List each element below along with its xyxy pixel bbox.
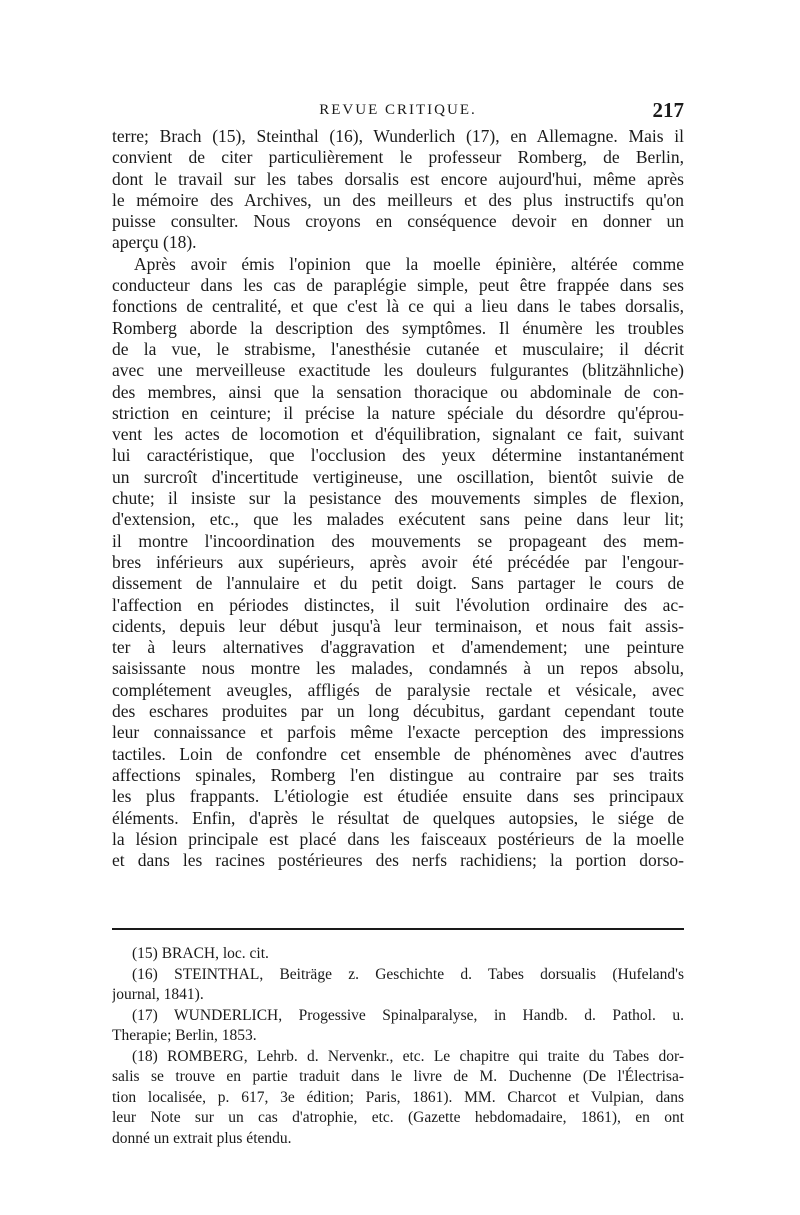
body-line: des membres, ainsi que la sensation thoracique ou abdominale de con- xyxy=(112,381,684,402)
body-line: aperçu (18). xyxy=(112,232,197,253)
body-line: tactiles. Loin de confondre cet ensemble de phénomènes avec d'autres xyxy=(112,743,684,764)
body-line: et dans les racines postérieures des nerfs rachidiens; la portion dorso- xyxy=(112,850,684,871)
body-line: les plus frappants. L'étiologie est étudiée ensuite dans ses principaux xyxy=(112,786,684,807)
body-line: leur connaissance et parfois même l'exacte perception des impressions xyxy=(112,722,684,743)
footnote-line: tion localisée, p. 617, 3e édition; Paris, 1861). MM. Charcot et Vulpian, dans xyxy=(112,1088,684,1106)
body-line: lui caractéristique, que l'occlusion des yeux détermine instantanément xyxy=(112,445,684,466)
body-line: ter à leurs alternatives d'aggravation et d'amendement; une peinture xyxy=(112,637,684,658)
footnote-line: (16) STEINTHAL, Beiträge z. Geschichte d. Tabes dorsualis (Hufeland's xyxy=(132,965,684,983)
body-line: chute; il insiste sur la pesistance des mouvements simples de flexion, xyxy=(112,488,684,509)
body-line: de la vue, le strabisme, l'anesthésie cutanée et musculaire; il décrit xyxy=(112,338,684,359)
body-line: puisse consulter. Nous croyons en conséquence devoir en donner un xyxy=(112,211,684,232)
body-line: d'extension, etc., que les malades exécutent sans peine dans leur lit; xyxy=(112,509,684,530)
page-number: 217 xyxy=(652,98,684,122)
footnote-line: (18) ROMBERG, Lehrb. d. Nervenkr., etc. Le chapitre qui traite du Tabes dor- xyxy=(132,1047,684,1065)
body-line: un surcroît d'incertitude vertigineuse, une oscillation, bientôt suivie de xyxy=(112,466,684,487)
body-line: Après avoir émis l'opinion que la moelle épinière, altérée comme xyxy=(134,253,684,274)
footnote-line: journal, 1841). xyxy=(112,986,204,1003)
footnotes xyxy=(112,944,684,1149)
body-line: avec une merveilleuse exactitude les douleurs fulgurantes (blitzähnliche) xyxy=(112,360,684,381)
body-line: fonctions de centralité, et que c'est là ce qui a lieu dans le tabes dorsalis, xyxy=(112,296,684,317)
body-line: il montre l'incoordination des mouvements se propageant des mem- xyxy=(112,530,684,551)
footnote-line: (17) WUNDERLICH, Progessive Spinalparalyse, in Handb. d. Pathol. u. xyxy=(132,1006,684,1024)
body-text xyxy=(112,126,684,871)
body-line: convient de citer particulièrement le professeur Romberg, de Berlin, xyxy=(112,147,684,168)
page-header xyxy=(112,100,684,124)
body-line: complétement aveugles, affligés de paralysie rectale et vésicale, avec xyxy=(112,679,684,700)
footnote-line: (15) BRACH, loc. cit. xyxy=(132,945,269,962)
running-title: REVUE CRITIQUE. xyxy=(319,102,477,118)
body-line: saisissante nous montre les malades, condamnés à un repos absolu, xyxy=(112,658,684,679)
body-line: striction en ceinture; il précise la nature spéciale du désordre qu'éprou- xyxy=(112,402,684,423)
body-line: la lésion principale est placé dans les faisceaux postérieurs de la moelle xyxy=(112,828,684,849)
body-line: bres inférieurs aux supérieurs, après avoir été précédée par l'engour- xyxy=(112,551,684,572)
body-line: Romberg aborde la description des symptômes. Il énumère les troubles xyxy=(112,317,684,338)
footnote-line: leur Note sur un cas d'atrophie, etc. (Gazette hebdomadaire, 1861), en ont xyxy=(112,1109,684,1126)
body-line: vent les actes de locomotion et d'équilibration, signalant ce fait, suivant xyxy=(112,424,684,445)
footnote-rule xyxy=(112,928,684,930)
body-line: affections spinales, Romberg l'en distingue au contraire par ses traits xyxy=(112,764,684,785)
body-line: cidents, depuis leur début jusqu'à leur terminaison, et nous fait assis- xyxy=(112,615,684,636)
footnote-line: donné un extrait plus étendu. xyxy=(112,1129,292,1147)
footnote-line: Therapie; Berlin, 1853. xyxy=(112,1027,257,1044)
body-line: éléments. Enfin, d'après le résultat de quelques autopsies, le siége de xyxy=(112,807,684,828)
body-line: dont le travail sur les tabes dorsalis est encore aujourd'hui, même après xyxy=(112,168,684,189)
body-line: terre; Brach (15), Steinthal (16), Wunderlich (17), en Allemagne. Mais il xyxy=(112,126,684,146)
body-line: le mémoire des Archives, un des meilleurs et des plus instructifs qu'on xyxy=(112,189,684,210)
footnote-line: salis se trouve en partie traduit dans le livre de M. Duchenne (De l'Électrisa- xyxy=(112,1068,684,1085)
body-line: l'affection en périodes distinctes, il suit l'évolution ordinaire des ac- xyxy=(112,594,684,615)
body-line: dissement de l'annulaire et du petit doigt. Sans partager le cours de xyxy=(112,573,684,594)
body-line: conducteur dans les cas de paraplégie simple, peut être frappée dans ses xyxy=(112,275,684,296)
body-line: des eschares produites par un long décubitus, gardant cependant toute xyxy=(112,701,684,722)
